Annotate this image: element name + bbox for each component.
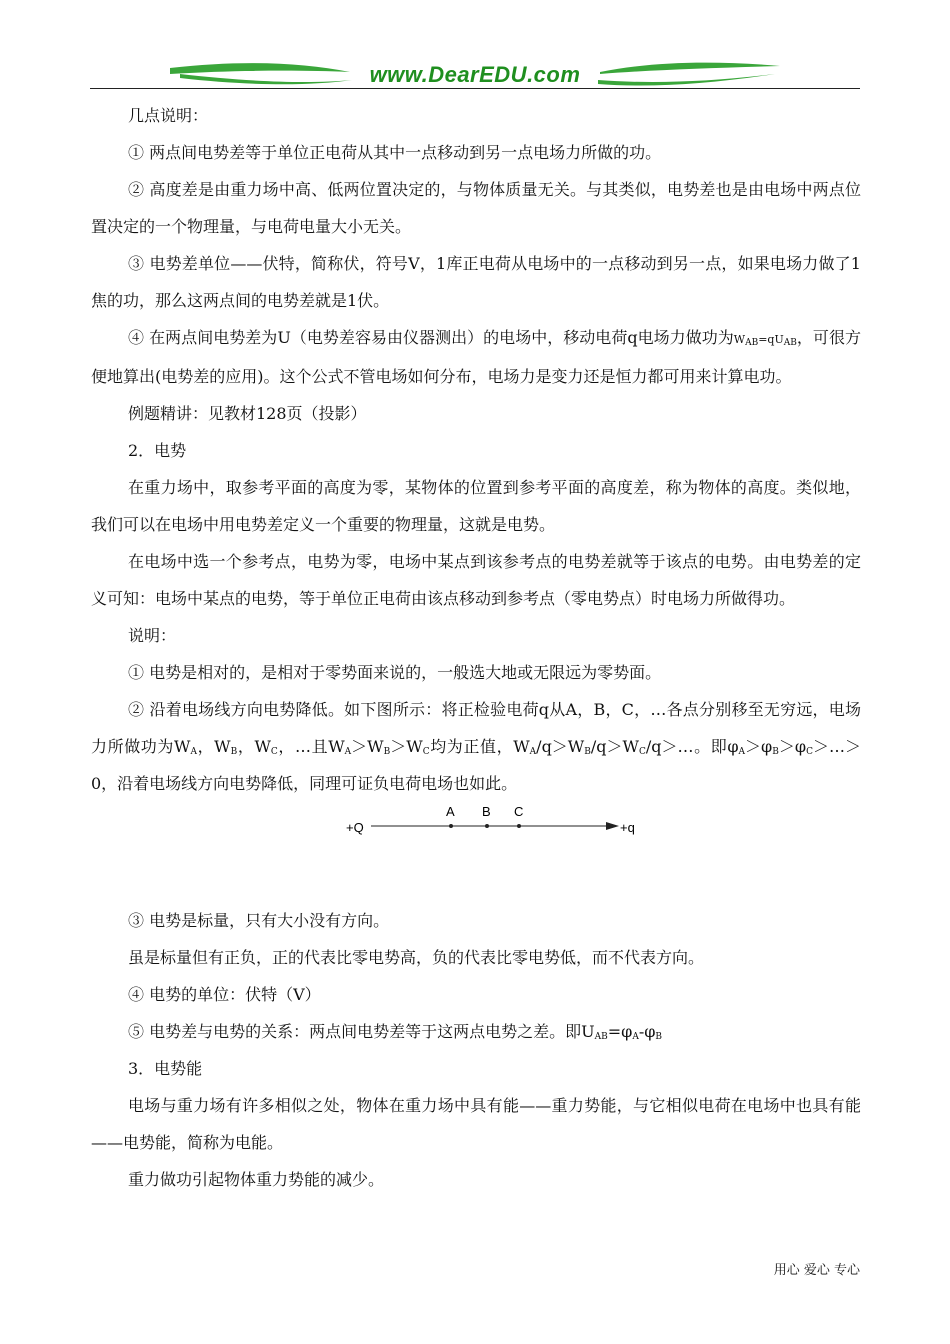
paragraph: 说明：	[128, 626, 177, 645]
formula-qu: =qU	[758, 333, 784, 346]
charge-label-right: +q	[620, 820, 635, 835]
arrow-head-icon	[606, 822, 619, 830]
paragraph: ⑤ 电势差与电势的关系：两点间电势差等于这两点电势之差。即$U_{AB}=\varphi_A-\varphi_B$	[128, 1022, 663, 1042]
paragraph: ④ 电势的单位：伏特（V）	[128, 985, 321, 1004]
formula-w: W	[733, 333, 746, 346]
point-c-label: C	[514, 804, 524, 819]
section-heading: 2．电势	[128, 441, 187, 460]
formula-sub: AB	[783, 338, 797, 348]
paragraph-text: ，可很方便地算出(电势差的应用)。这个公式不管电场如何分布，电场力是变力还是恒力都可用来计算电功。	[91, 328, 861, 386]
paragraph: 例题精讲：见教材128页（投影）	[128, 404, 367, 423]
header-rule	[90, 88, 860, 89]
paragraph: ① 两点间电势差等于单位正电荷从其中一点移动到另一点电场力所做的功。	[128, 143, 662, 162]
point-a-label: A	[446, 804, 455, 819]
point-c-dot	[517, 824, 521, 828]
field-line-diagram	[91, 802, 861, 902]
paragraph: 电场与重力场有许多相似之处，物体在重力场中具有能——重力势能，与它相似电荷在电场中也具有能——电势能，简称为电能。	[91, 1096, 861, 1152]
point-b-label: B	[482, 804, 491, 819]
paragraph: 虽是标量但有正负，正的代表比零电势高，负的代表比零电势低，而不代表方向。	[128, 948, 705, 967]
paragraph: 重力做功引起物体重力势能的减少。	[128, 1170, 385, 1189]
point-b-dot	[485, 824, 489, 828]
page-header	[90, 58, 860, 92]
paragraph: ③ 电势是标量，只有大小没有方向。	[128, 911, 390, 930]
field-line-svg	[341, 802, 641, 862]
paragraph: ② 沿着电场线方向电势降低。如下图所示：将正检验电荷q从A，B，C，…各点分别移至无穷远，电场力所做功为$W_A$，$W_B$，$W_C$，…且$W_A>W_B>W_C$均为正值，$W_A/q>W_B/q>W_C/q>\dots$。即$\varphi_A>\varphi_B>\varphi_C>\dots>0$，沿着电场线方向电势降低，同理可证负电荷电场也如此。	[91, 700, 861, 793]
page-footer: 用心 爱心 专心	[773, 1263, 860, 1278]
charge-label-left: +Q	[346, 820, 364, 835]
brand-logo[interactable]: www.DearEDU.com	[369, 62, 581, 87]
paragraph: ① 电势是相对的，是相对于零势面来说的，一般选大地或无限远为零势面。	[128, 663, 662, 682]
paragraph: ③ 电势差单位——伏特，简称伏，符号V，1库正电荷从电场中的一点移动到另一点，如果电场力做了1焦的功，那么这两点间的电势差就是1伏。	[91, 254, 861, 310]
paragraph-text: ④ 在两点间电势差为U（电势差容易由仪器测出）的电场中，移动电荷q电场力做功为	[128, 328, 734, 347]
section-heading: 3．电势能	[128, 1059, 203, 1078]
paragraph: 几点说明：	[128, 106, 209, 125]
document-body	[91, 97, 861, 1198]
paragraph: ② 高度差是由重力场中高、低两位置决定的，与物体质量无关。与其类似，电势差也是由电场中两点位置决定的一个物理量，与电荷电量大小无关。	[91, 180, 861, 236]
paragraph: 在电场中选一个参考点，电势为零，电场中某点到该参考点的电势差就等于该点的电势。由电势差的定义可知：电场中某点的电势，等于单位正电荷由该点移动到参考点（零电势点）时电场力所做得功。	[91, 552, 861, 608]
point-a-dot	[449, 824, 453, 828]
paragraph	[91, 319, 861, 395]
formula-sub: AB	[745, 338, 759, 348]
paragraph: 在重力场中，取参考平面的高度为零，某物体的位置到参考平面的高度差，称为物体的高度。类似地，我们可以在电场中用电势差定义一个重要的物理量，这就是电势。	[91, 478, 861, 534]
